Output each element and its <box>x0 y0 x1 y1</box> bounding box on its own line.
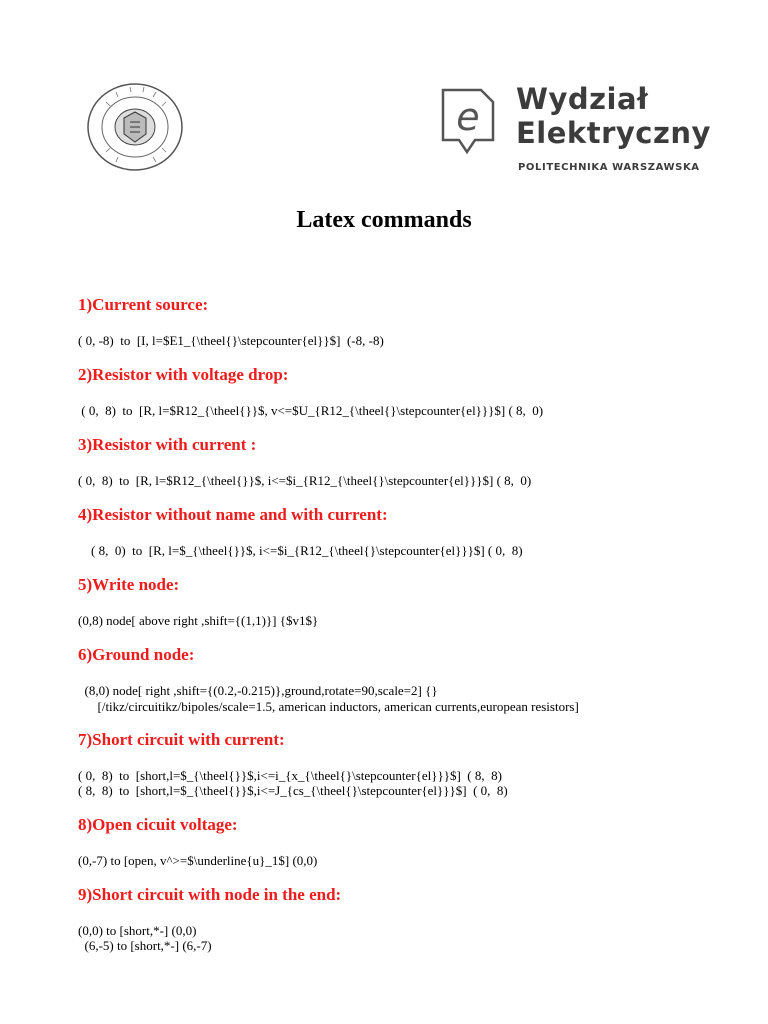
section-heading-7: 7)Short circuit with current: <box>78 730 285 749</box>
code-line-9-2: (6,-5) to [short,*-] (6,-7) <box>78 938 212 953</box>
code-line-2-1: ( 0, 8) to [R, l=$R12_{\theel{}}$, v<=$U_{R12_{\theel{}\stepcounter{el}}}$] ( 8, 0) <box>78 403 544 418</box>
section-heading-2: 2)Resistor with voltage drop: <box>78 365 289 384</box>
document-title: Latex commands <box>296 207 472 233</box>
code-line-3-1: ( 0, 8) to [R, l=$R12_{\theel{}}$, i<=$i_{R12_{\theel{}\stepcounter{el}}}$] ( 8, 0) <box>78 473 532 488</box>
faculty-name-line1: Wydział <box>516 82 649 116</box>
section-heading-1: 1)Current source: <box>78 295 209 314</box>
code-line-7-1: ( 0, 8) to [short,l=$_{\theel{}}$,i<=i_{x_{\theel{}\stepcounter{el}}}$] ( 8, 8) <box>78 768 502 783</box>
section-heading-4: 4)Resistor without name and with current: <box>78 505 388 524</box>
code-line-9-1: (0,0) to [short,*-] (0,0) <box>78 923 197 938</box>
code-line-7-2: ( 8, 8) to [short,l=$_{\theel{}}$,i<=J_{cs_{\theel{}\stepcounter{el}}}$] ( 0, 8) <box>78 783 508 798</box>
code-line-6-2: [/tikz/circuitikz/bipoles/scale=1.5, american inductors, american currents,european resistors] <box>78 699 579 714</box>
code-line-1-1: ( 0, -8) to [I, l=$E1_{\theel{}\stepcounter{el}}$] (-8, -8) <box>78 333 384 348</box>
section-heading-6: 6)Ground node: <box>78 645 195 664</box>
code-line-8-1: (0,-7) to [open, v^>=$\underline{u}_1$] (0,0) <box>78 853 318 868</box>
svg-text:e: e <box>456 95 480 139</box>
section-heading-3: 3)Resistor with current : <box>78 435 257 454</box>
faculty-subtitle: POLITECHNIKA WARSZAWSKA <box>518 162 700 173</box>
section-heading-8: 8)Open cicuit voltage: <box>78 815 238 834</box>
code-line-4-1: ( 8, 0) to [R, l=$_{\theel{}}$, i<=$i_{R12_{\theel{}\stepcounter{el}}}$] ( 0, 8) <box>78 543 523 558</box>
faculty-e-icon <box>437 84 499 156</box>
section-heading-5: 5)Write node: <box>78 575 180 594</box>
section-heading-9: 9)Short circuit with node in the end: <box>78 885 342 904</box>
university-seal-logo <box>86 82 184 172</box>
code-line-5-1: (0,8) node[ above right ,shift={(1,1)}] {$v1$} <box>78 613 319 628</box>
faculty-name-line2: Elektryczny <box>516 116 711 150</box>
code-line-6-1: (8,0) node[ right ,shift={(0.2,-0.215)},ground,rotate=90,scale=2] {} <box>78 683 438 698</box>
